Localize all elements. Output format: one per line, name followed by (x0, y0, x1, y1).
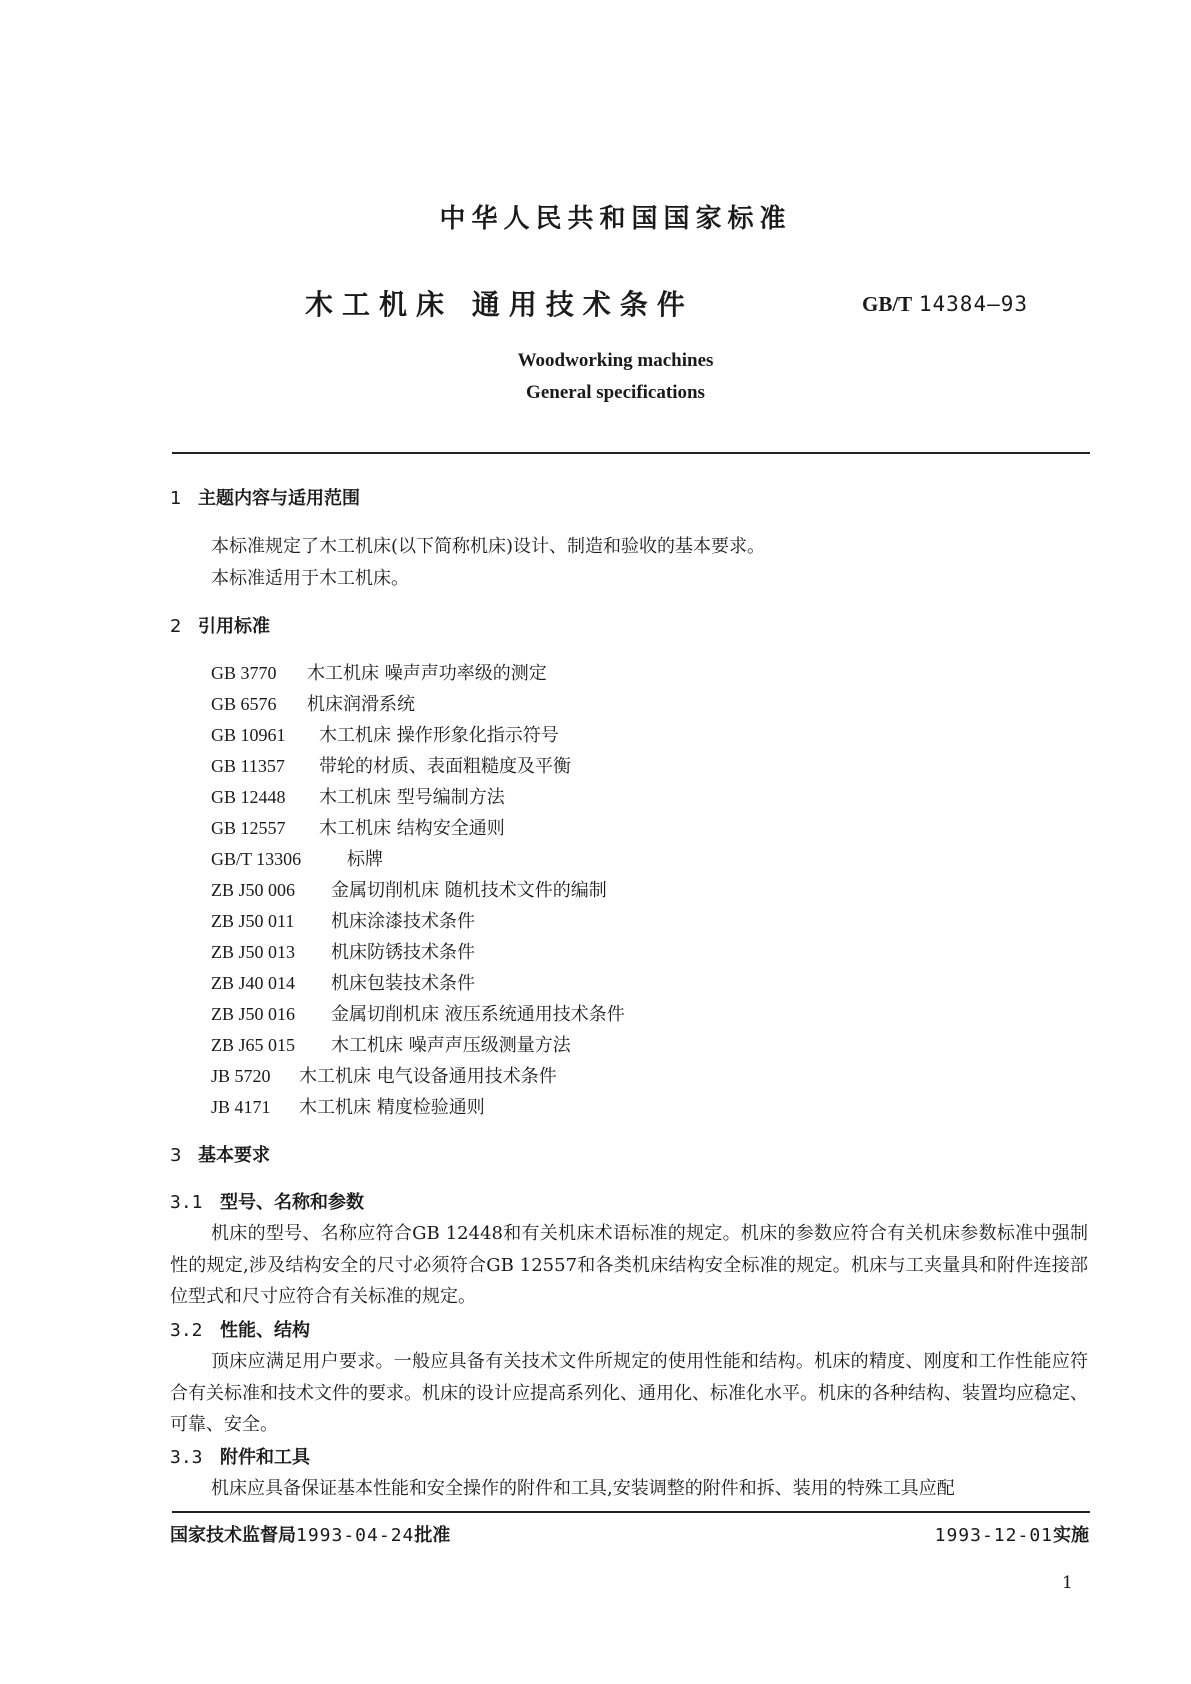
effective-date: 1993-12-01 (934, 1525, 1053, 1546)
reference-item (211, 938, 475, 964)
section-3-heading (170, 1141, 270, 1167)
section-title: 基本要求 (198, 1145, 270, 1166)
national-standard-heading: 中华人民共和国国家标准 (439, 204, 792, 234)
section-title: 引用标准 (198, 616, 270, 637)
reference-code: GB 10961 (211, 725, 286, 745)
subsection-number: 3.1 (170, 1192, 203, 1213)
standard-prefix: GB/T (862, 292, 913, 316)
reference-title: 机床防锈技术条件 (331, 942, 475, 963)
reference-code: GB/T 13306 (211, 849, 302, 869)
subsection-title: 型号、名称和参数 (220, 1192, 364, 1213)
reference-code: ZB J50 011 (211, 911, 295, 931)
reference-item (211, 969, 475, 995)
effective-suffix: 实施 (1053, 1525, 1089, 1546)
reference-title: 木工机床 电气设备通用技术条件 (299, 1066, 557, 1087)
section-3-2-text: 顶床应满足用户要求。一般应具备有关技术文件所规定的使用性能和结构。机床的精度、刚度和工作性能应符合有关标准和技术文件的要求。机床的设计应提高系列化、通用化、标准化水平。机床的各种结构、装置均应稳定、可靠、安全。 (170, 1351, 1088, 1435)
reference-item (211, 814, 505, 840)
reference-title: 木工机床 型号编制方法 (319, 787, 505, 808)
reference-item (211, 1000, 625, 1026)
document-title-en (0, 345, 1191, 409)
reference-item (211, 752, 571, 778)
subsection-title: 性能、结构 (220, 1320, 310, 1341)
subsection-number: 3.3 (170, 1447, 203, 1468)
section-3-1-heading (170, 1188, 364, 1214)
reference-item (211, 907, 475, 933)
reference-code: JB 5720 (211, 1066, 271, 1086)
section-title: 主题内容与适用范围 (198, 488, 360, 509)
section-1-paragraph-2: 本标准适用于木工机床。 (211, 568, 409, 589)
subsection-title: 附件和工具 (220, 1447, 310, 1468)
reference-title: 木工机床 精度检验通则 (299, 1097, 485, 1118)
section-3-2-heading (170, 1316, 310, 1342)
effective-line (935, 1521, 1089, 1547)
reference-title: 木工机床 噪声声压级测量方法 (331, 1035, 571, 1056)
reference-code: GB 6576 (211, 694, 277, 714)
reference-title: 木工机床 结构安全通则 (319, 818, 505, 839)
reference-item (211, 1062, 557, 1088)
reference-item (211, 1031, 571, 1057)
section-3-1-text: 机床的型号、名称应符合GB 12448和有关机床术语标准的规定。机床的参数应符合有关机床参数标准中强制性的规定,涉及结构安全的尺寸必须符合GB 12557和各类机床结构安全标准的规定。机床与工夹量具和附件连接部位型式和尺寸应符合有关标准的规定。 (170, 1223, 1088, 1307)
reference-item (211, 876, 607, 902)
document-title-zh: 木工机床 通用技术条件 (305, 288, 694, 321)
title-en-line-2: General specifications (526, 382, 705, 403)
subsection-number: 3.2 (170, 1320, 203, 1341)
reference-title: 木工机床 噪声声功率级的测定 (307, 663, 547, 684)
reference-item (211, 845, 383, 871)
reference-title: 金属切削机床 液压系统通用技术条件 (331, 1004, 625, 1025)
section-1-paragraph-1: 本标准规定了木工机床(以下简称机床)设计、制造和验收的基本要求。 (211, 536, 766, 557)
reference-code: JB 4171 (211, 1097, 271, 1117)
page-number: 1 (1062, 1573, 1073, 1593)
footer-rule (172, 1511, 1090, 1513)
standard-number: 14384—93 (918, 292, 1029, 316)
section-number: 1 (170, 488, 182, 509)
reference-code: ZB J50 013 (211, 942, 296, 962)
reference-code: GB 12557 (211, 818, 286, 838)
reference-title: 机床包装技术条件 (331, 973, 475, 994)
standard-code (862, 292, 1028, 317)
section-1-heading (170, 484, 360, 510)
title-en-line-1: Woodworking machines (517, 350, 714, 371)
section-number: 3 (170, 1145, 182, 1166)
section-3-3-text: 机床应具备保证基本性能和安全操作的附件和工具,安装调整的附件和拆、装用的特殊工具应配 (211, 1478, 955, 1499)
section-number: 2 (170, 616, 182, 637)
reference-code: GB 12448 (211, 787, 286, 807)
approval-suffix: 批准 (414, 1525, 451, 1546)
section-2-heading (170, 612, 270, 638)
approval-authority: 国家技术监督局 (170, 1525, 296, 1546)
reference-item (211, 1093, 485, 1119)
reference-item (211, 783, 505, 809)
reference-title: 机床润滑系统 (307, 694, 415, 715)
reference-item (211, 721, 559, 747)
reference-code: GB 3770 (211, 663, 277, 683)
reference-title: 木工机床 操作形象化指示符号 (319, 725, 559, 746)
reference-title: 标牌 (347, 849, 383, 870)
reference-title: 机床涂漆技术条件 (331, 911, 475, 932)
reference-title: 带轮的材质、表面粗糙度及平衡 (319, 756, 571, 777)
section-3-3-heading (170, 1443, 310, 1469)
reference-code: ZB J50 016 (211, 1004, 296, 1024)
reference-item (211, 659, 547, 685)
reference-code: ZB J50 006 (211, 880, 296, 900)
header-rule (172, 452, 1090, 454)
reference-code: ZB J40 014 (211, 973, 296, 993)
reference-item (211, 690, 415, 716)
reference-title: 金属切削机床 随机技术文件的编制 (331, 880, 607, 901)
reference-code: ZB J65 015 (211, 1035, 296, 1055)
reference-code: GB 11357 (211, 756, 285, 776)
approval-line (170, 1521, 450, 1547)
approval-date: 1993-04-24 (296, 1525, 415, 1546)
